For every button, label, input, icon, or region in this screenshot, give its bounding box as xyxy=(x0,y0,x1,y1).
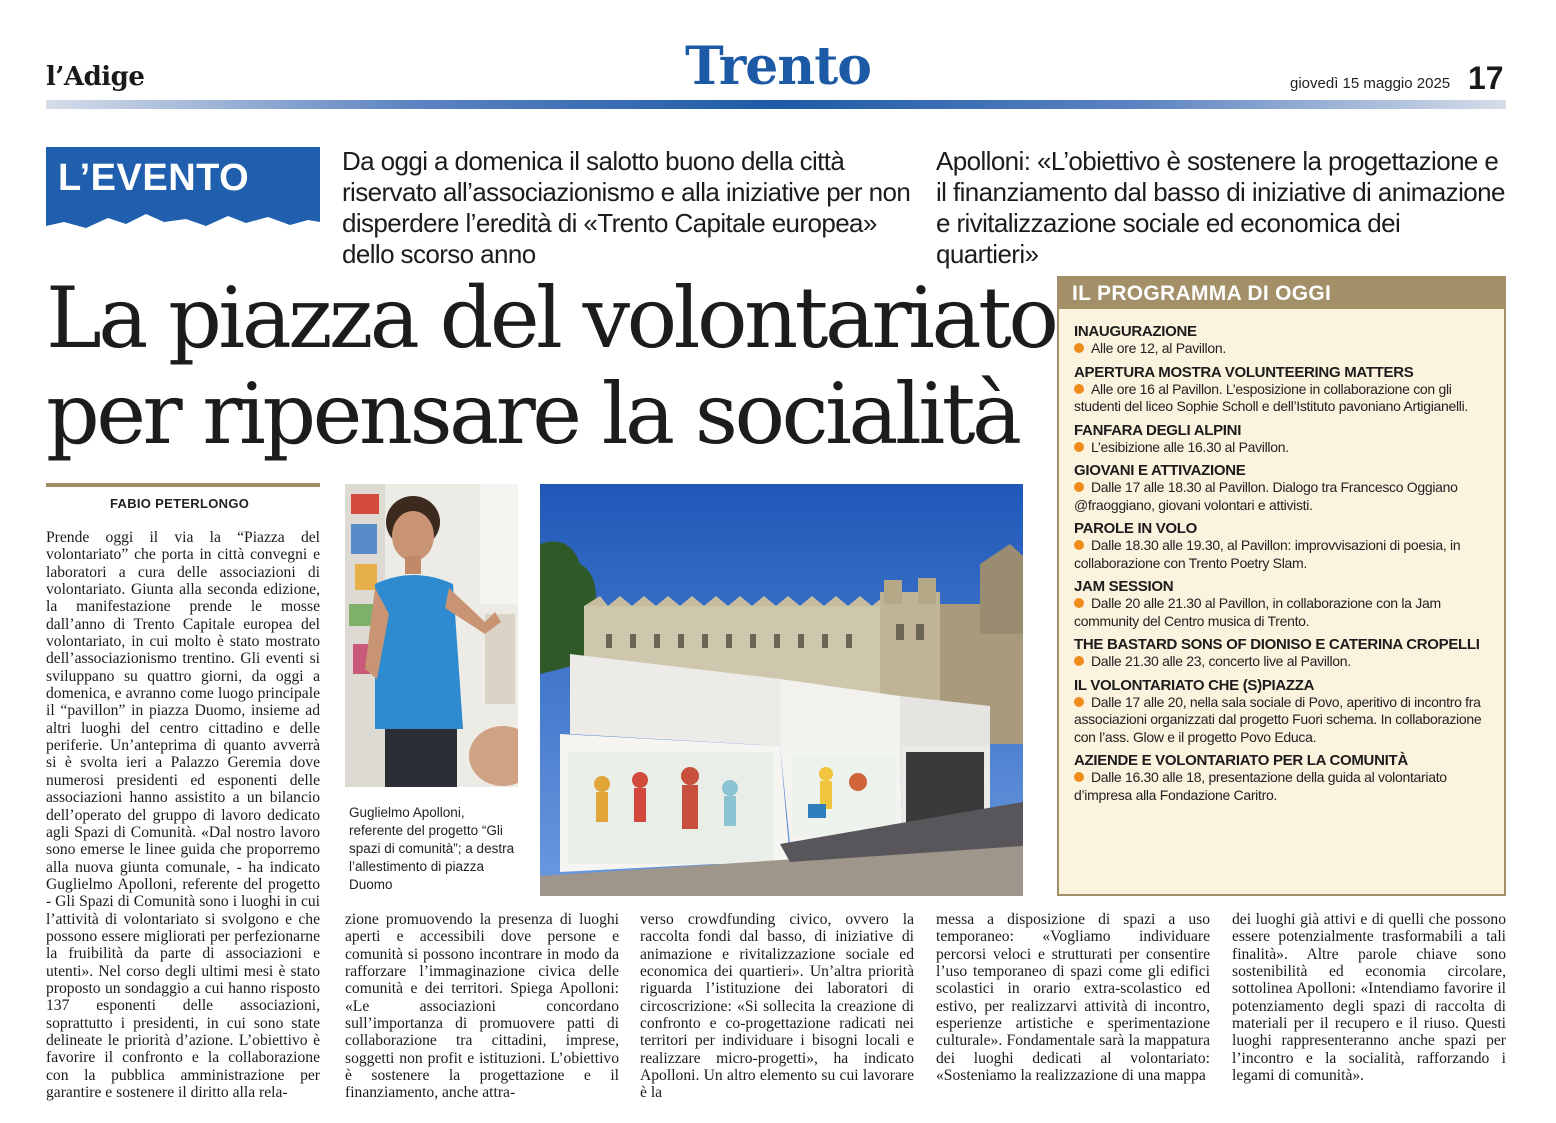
page-number: 17 xyxy=(1468,60,1504,96)
bullet-dot-icon xyxy=(1074,697,1084,707)
bullet-dot-icon xyxy=(1074,656,1084,666)
program-item xyxy=(1074,323,1494,358)
article-column-2: zione promuovendo la presenza di luoghi aperti e accessibili dove persone e comunità si possono incontrare in modo da rafforzare l’immaginazione civica delle comunità e dei territori. Spiega Apolloni: «Le associazioni concordano sull’importanza di promuovere patti di collaborazione tra cittadini, imprese, soggetti non profit e istituzioni. L’obiettivo è sostenere la progettazione e il finanziamento, anche attra- xyxy=(345,911,619,1102)
mountains-icon xyxy=(46,202,320,242)
program-item xyxy=(1074,752,1494,804)
program-item xyxy=(1074,422,1494,457)
bullet-dot-icon xyxy=(1074,772,1084,782)
program-item-title: PAROLE IN VOLO xyxy=(1074,520,1198,537)
program-item-title: APERTURA MOSTRA VOLUNTEERING MATTERS xyxy=(1074,363,1414,381)
program-item-title: FANFARA DEGLI ALPINI xyxy=(1074,421,1242,439)
bullet-dot-icon xyxy=(1074,540,1084,550)
program-item xyxy=(1074,462,1494,514)
byline: FABIO PETERLONGO xyxy=(110,496,250,511)
photo-piazza xyxy=(540,484,1023,896)
bullet-dot-icon xyxy=(1074,442,1084,452)
program-item-text: Dalle 17 alle 20, nella sala sociale di Povo, aperitivo di incontro fra associazioni organizzati dal progetto Fuori schema. In collaborazione con l’ass. Glow e il progetto Povo Educa. xyxy=(1074,693,1482,745)
article-column-5: dei luoghi già attivi e di quelli che possono essere potenzialmente trasformabili a tali finalità». Altre parole chiave sono sostenibilità ed economia circolare, sottolinea Apolloni: «Intendiamo favorire il potenziamento degli spazi di raccolta di materiali per il recupero e il riuso. Questi luoghi rappresenteranno anche spazi per l’incontro e la socialità, rafforzando i legami di comunità». xyxy=(1232,911,1506,1085)
issue-date: giovedì 15 maggio 2025 xyxy=(1290,75,1451,92)
masthead-rule xyxy=(46,100,1506,109)
headline-line-1: La piazza del volontariato xyxy=(46,269,1056,367)
byline-rule xyxy=(46,483,320,487)
program-item-title: IL VOLONTARIATO CHE (S)PIAZZA xyxy=(1074,676,1315,694)
headline-line-2: per ripensare la socialità xyxy=(46,365,1019,463)
program-item xyxy=(1074,578,1494,630)
article-column-3: verso crowdfunding civico, ovvero la raccolta fondi dal basso, di iniziative di animazione e rivitalizzazione sociale ed economica dei quartieri». Un’altra priorità riguarda l’istituzione dei laboratori di circoscrizione: «Si sollecita la creazione di confronto e co-progettazione radicati nei territori per individuare i bisogni locali e realizzare micro-progetti», ha indicato Apolloni. Un altro elemento su cui lavorare è la xyxy=(640,911,914,1102)
program-box xyxy=(1057,276,1506,896)
headline xyxy=(46,269,1056,463)
program-item xyxy=(1074,636,1494,671)
program-title: IL PROGRAMMA DI OGGI xyxy=(1059,278,1504,309)
program-item-text: Dalle 20 alle 21.30 al Pavillon, in collaborazione con la Jam community del Centro musica di Trento. xyxy=(1074,595,1441,629)
program-item-text: Dalle 16.30 alle 18, presentazione della guida al volontariato d’impresa alla Fondazione Caritro. xyxy=(1074,769,1447,803)
bullet-dot-icon xyxy=(1074,598,1084,608)
program-item-title: THE BASTARD SONS OF DIONISO E CATERINA CROPELLI xyxy=(1074,636,1480,653)
program-item-title: AZIENDE E VOLONTARIATO PER LA COMUNITÀ xyxy=(1074,752,1408,769)
program-item-title: GIOVANI E ATTIVAZIONE xyxy=(1074,462,1246,479)
program-item-title: JAM SESSION xyxy=(1074,578,1174,595)
kicker-badge xyxy=(46,147,320,242)
bullet-dot-icon xyxy=(1074,384,1084,394)
deck-right: Apolloni: «L’obiettivo è sostenere la progettazione e il finanziamento dal basso di iniziative di animazione e rivitalizzazione sociale ed economica dei quartieri» xyxy=(936,146,1505,269)
program-item xyxy=(1074,364,1494,416)
program-item xyxy=(1074,520,1494,572)
article-column-1: Prende oggi il via la “Piazza del volontariato” che porta in città convegni e laboratori a cura delle associazioni di volontariato. Giunta alla seconda edizione, la manifestazione prende le mosse dall’anno di Trento Capitale europea del volontariato, in cui molto è stato mostrato dell’associazionismo trentino. Gli eventi si sviluppano su quattro giorni, da oggi a domenica, e avranno come luogo principale il “pavillon” in piazza Duomo, insieme ad altri luoghi del centro cittadino e delle periferie. Un’anteprima di quanto avverrà si è svolta ieri a Palazzo Geremia dove numerosi presidenti ed esponenti delle associazioni hanno assistito a un bilancio dell’operato del gruppo di lavoro dedicato agli Spazi di Comunità. «Dal nostro lavoro sono emerse le linee guida che proporremo alla nuova giunta comunale, - ha indicato Guglielmo Apolloni, referente del progetto - Gli Spazi di Comunità sono i luoghi in cui l’attività di volontariato si svolgono e che possono essere migliorati per perfezionarne la fruibilità da parte di associazioni e utenti». Nel corso degli ultimi mesi è stato proposto un sondaggio a cui hanno risposto 137 esponenti delle associazioni, soprattutto i presidenti, in cui sono state delineate le priorità d’azione. L’obiettivo è favorire il confronto e la collaborazione con la pubblica amministrazione per garantire e sostenere il diritto alla rela- xyxy=(46,529,320,1101)
article-column-4: messa a disposizione di spazi a uso temporaneo: «Vogliamo individuare percorsi veloci e strutturati per consentire l’uso temporaneo di spazi come gli edifici scolastici in orario extra-scolastico ed estivo, per realizzarvi attività di incontro, esperienze artistiche e sperimentazione culturale». Fondamentale sarà la mappatura dei luoghi dedicati al volontariato: «Sosteniamo la realizzazione di una mappa xyxy=(936,911,1210,1085)
program-item-title: INAUGURAZIONE xyxy=(1074,323,1197,340)
program-item-text: L’esibizione alle 16.30 al Pavillon. xyxy=(1091,438,1289,455)
section-title: Trento xyxy=(685,36,871,97)
program-item-text: Dalle 21.30 alle 23, concerto live al Pavillon. xyxy=(1091,653,1351,669)
photo-caption: Guglielmo Apolloni, referente del progetto “Gli spazi di comunità”; a destra l’allestimento di piazza Duomo xyxy=(349,805,515,892)
program-item-text: Alle ore 16 al Pavillon. L’esposizione in collaborazione con gli studenti del liceo Sophie Scholl e dell’Istituto pavoniano Artigianelli. xyxy=(1074,380,1468,414)
program-item-text: Dalle 17 alle 18.30 al Pavillon. Dialogo tra Francesco Oggiano @fraoggiano, giovani volontari e attivisti. xyxy=(1074,479,1458,513)
photo-person xyxy=(345,484,518,787)
deck-left: Da oggi a domenica il salotto buono della città riservato all’associazionismo e alla iniziative per non disperdere l’eredità di «Trento Capitale europea» dello scorso anno xyxy=(342,146,911,269)
program-item-text: Dalle 18.30 alle 19.30, al Pavillon: improvvisazioni di poesia, in collaborazione con Trento Poetry Slam. xyxy=(1074,537,1461,571)
program-item xyxy=(1074,677,1494,747)
program-list xyxy=(1074,323,1494,810)
program-item-text: Alle ore 12, al Pavillon. xyxy=(1091,340,1226,356)
bullet-dot-icon xyxy=(1074,482,1084,492)
kicker-label: L’EVENTO xyxy=(58,157,250,199)
newspaper-logo: l’Adige xyxy=(46,62,145,92)
bullet-dot-icon xyxy=(1074,343,1084,353)
